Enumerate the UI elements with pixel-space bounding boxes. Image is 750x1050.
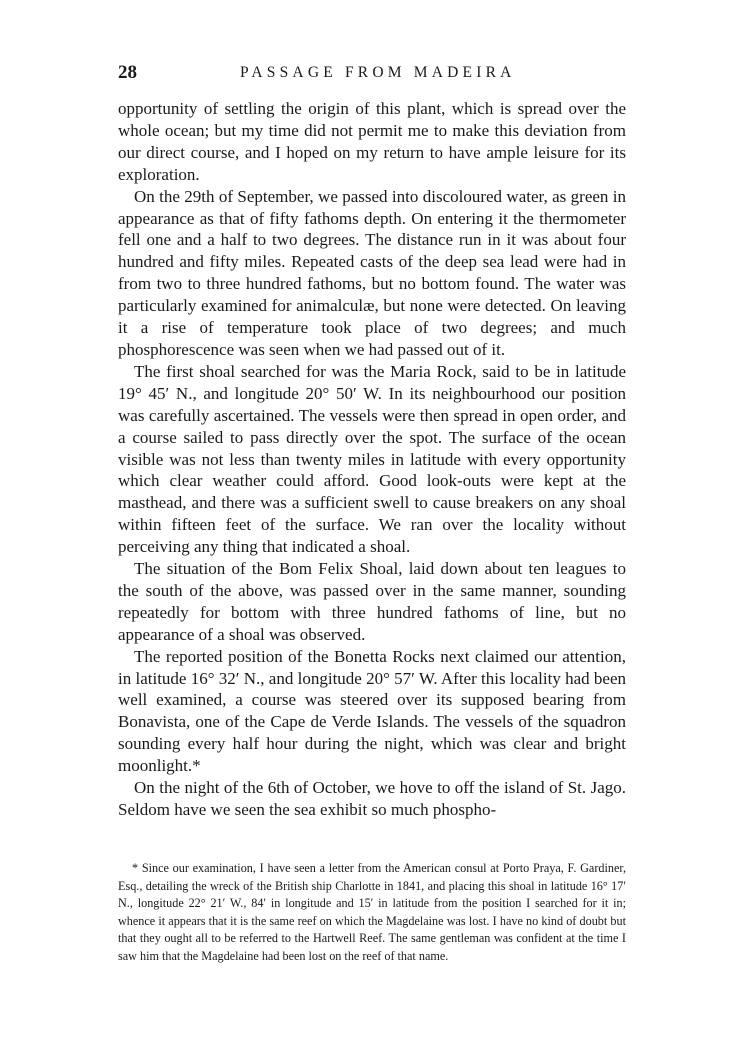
paragraph-maria-rock: The first shoal searched for was the Maria Rock, said to be in latitude 19° 45′ N., and longitude 20° 50′ W. In its neighbourhood our position was carefully ascertained. The vessels were then spread in open order, and a course sailed to pass directly over the spot. The surface of the ocean visible was not less than twenty miles in latitude with every opportunity which clear weather could afford. Good look-outs were kept at the masthead, and there was a sufficient swell to cause breakers on any shoal within fifteen feet of the surface. We ran over the locality without perceiving any thing that indicated a shoal. [118, 361, 626, 557]
running-head [118, 62, 626, 86]
body-text [118, 98, 626, 821]
paragraph-st-jago: On the night of the 6th of October, we hove to off the island of St. Jago. Seldom have we seen the sea exhibit so much phospho- [118, 778, 626, 819]
paragraph-bonetta-rocks: The reported position of the Bonetta Rocks next claimed our attention, in latitude 16° 32′ N., and longitude 20° 57′ W. After this locality had been well examined, a course was steered over its supposed bearing from Bonavista, one of the Cape de Verde Islands. The vessels of the squadron sounding every half hour during the night, which was clear and bright moonlight.* [118, 646, 626, 776]
paragraph-discoloured-water: On the 29th of September, we passed into discoloured water, as green in appearance as that of fifty fathoms depth. On entering it the thermometer fell one and a half to two degrees. The distance run in it was about four hundred and fifty miles. Repeated casts of the deep sea lead were had in from two to three hundred fathoms, but no bottom found. The water was particularly examined for animalculæ, but none were detected. On leaving it a rise of temperature took place of two degrees; and much phosphorescence was seen when we had passed out of it. [118, 186, 626, 359]
page-number: 28 [118, 62, 137, 83]
paragraph-continuation: opportunity of settling the origin of this plant, which is spread over the whole ocean; but my time did not permit me to make this deviation from our direct course, and I hoped on my return to have ample leisure for its exploration. [118, 99, 626, 184]
footnote-text: * Since our examination, I have seen a letter from the American consul at Porto Praya, F. Gardiner, Esq., detailing the wreck of the British ship Charlotte in 1841, and placing this shoal in latitude 16° 17′ N., longitude 22° 21′ W., 84′ in longitude and 15′ in latitude from the position I searched for it in; whence it appears that it is the same reef on which the Magdelaine was lost. I have no kind of doubt but that they ought all to be referred to the Hartwell Reef. The same gentleman was confident at the time I saw him that the Magdelaine had been lost on the reef of that name. [118, 861, 626, 963]
running-title: PASSAGE FROM MADEIRA [240, 64, 516, 81]
paragraph-bom-felix-shoal: The situation of the Bom Felix Shoal, laid down about ten leagues to the south of the above, was passed over in the same manner, sounding repeatedly for bottom with three hundred fathoms of line, but no appearance of a shoal was observed. [118, 559, 626, 644]
footnote [118, 860, 626, 965]
